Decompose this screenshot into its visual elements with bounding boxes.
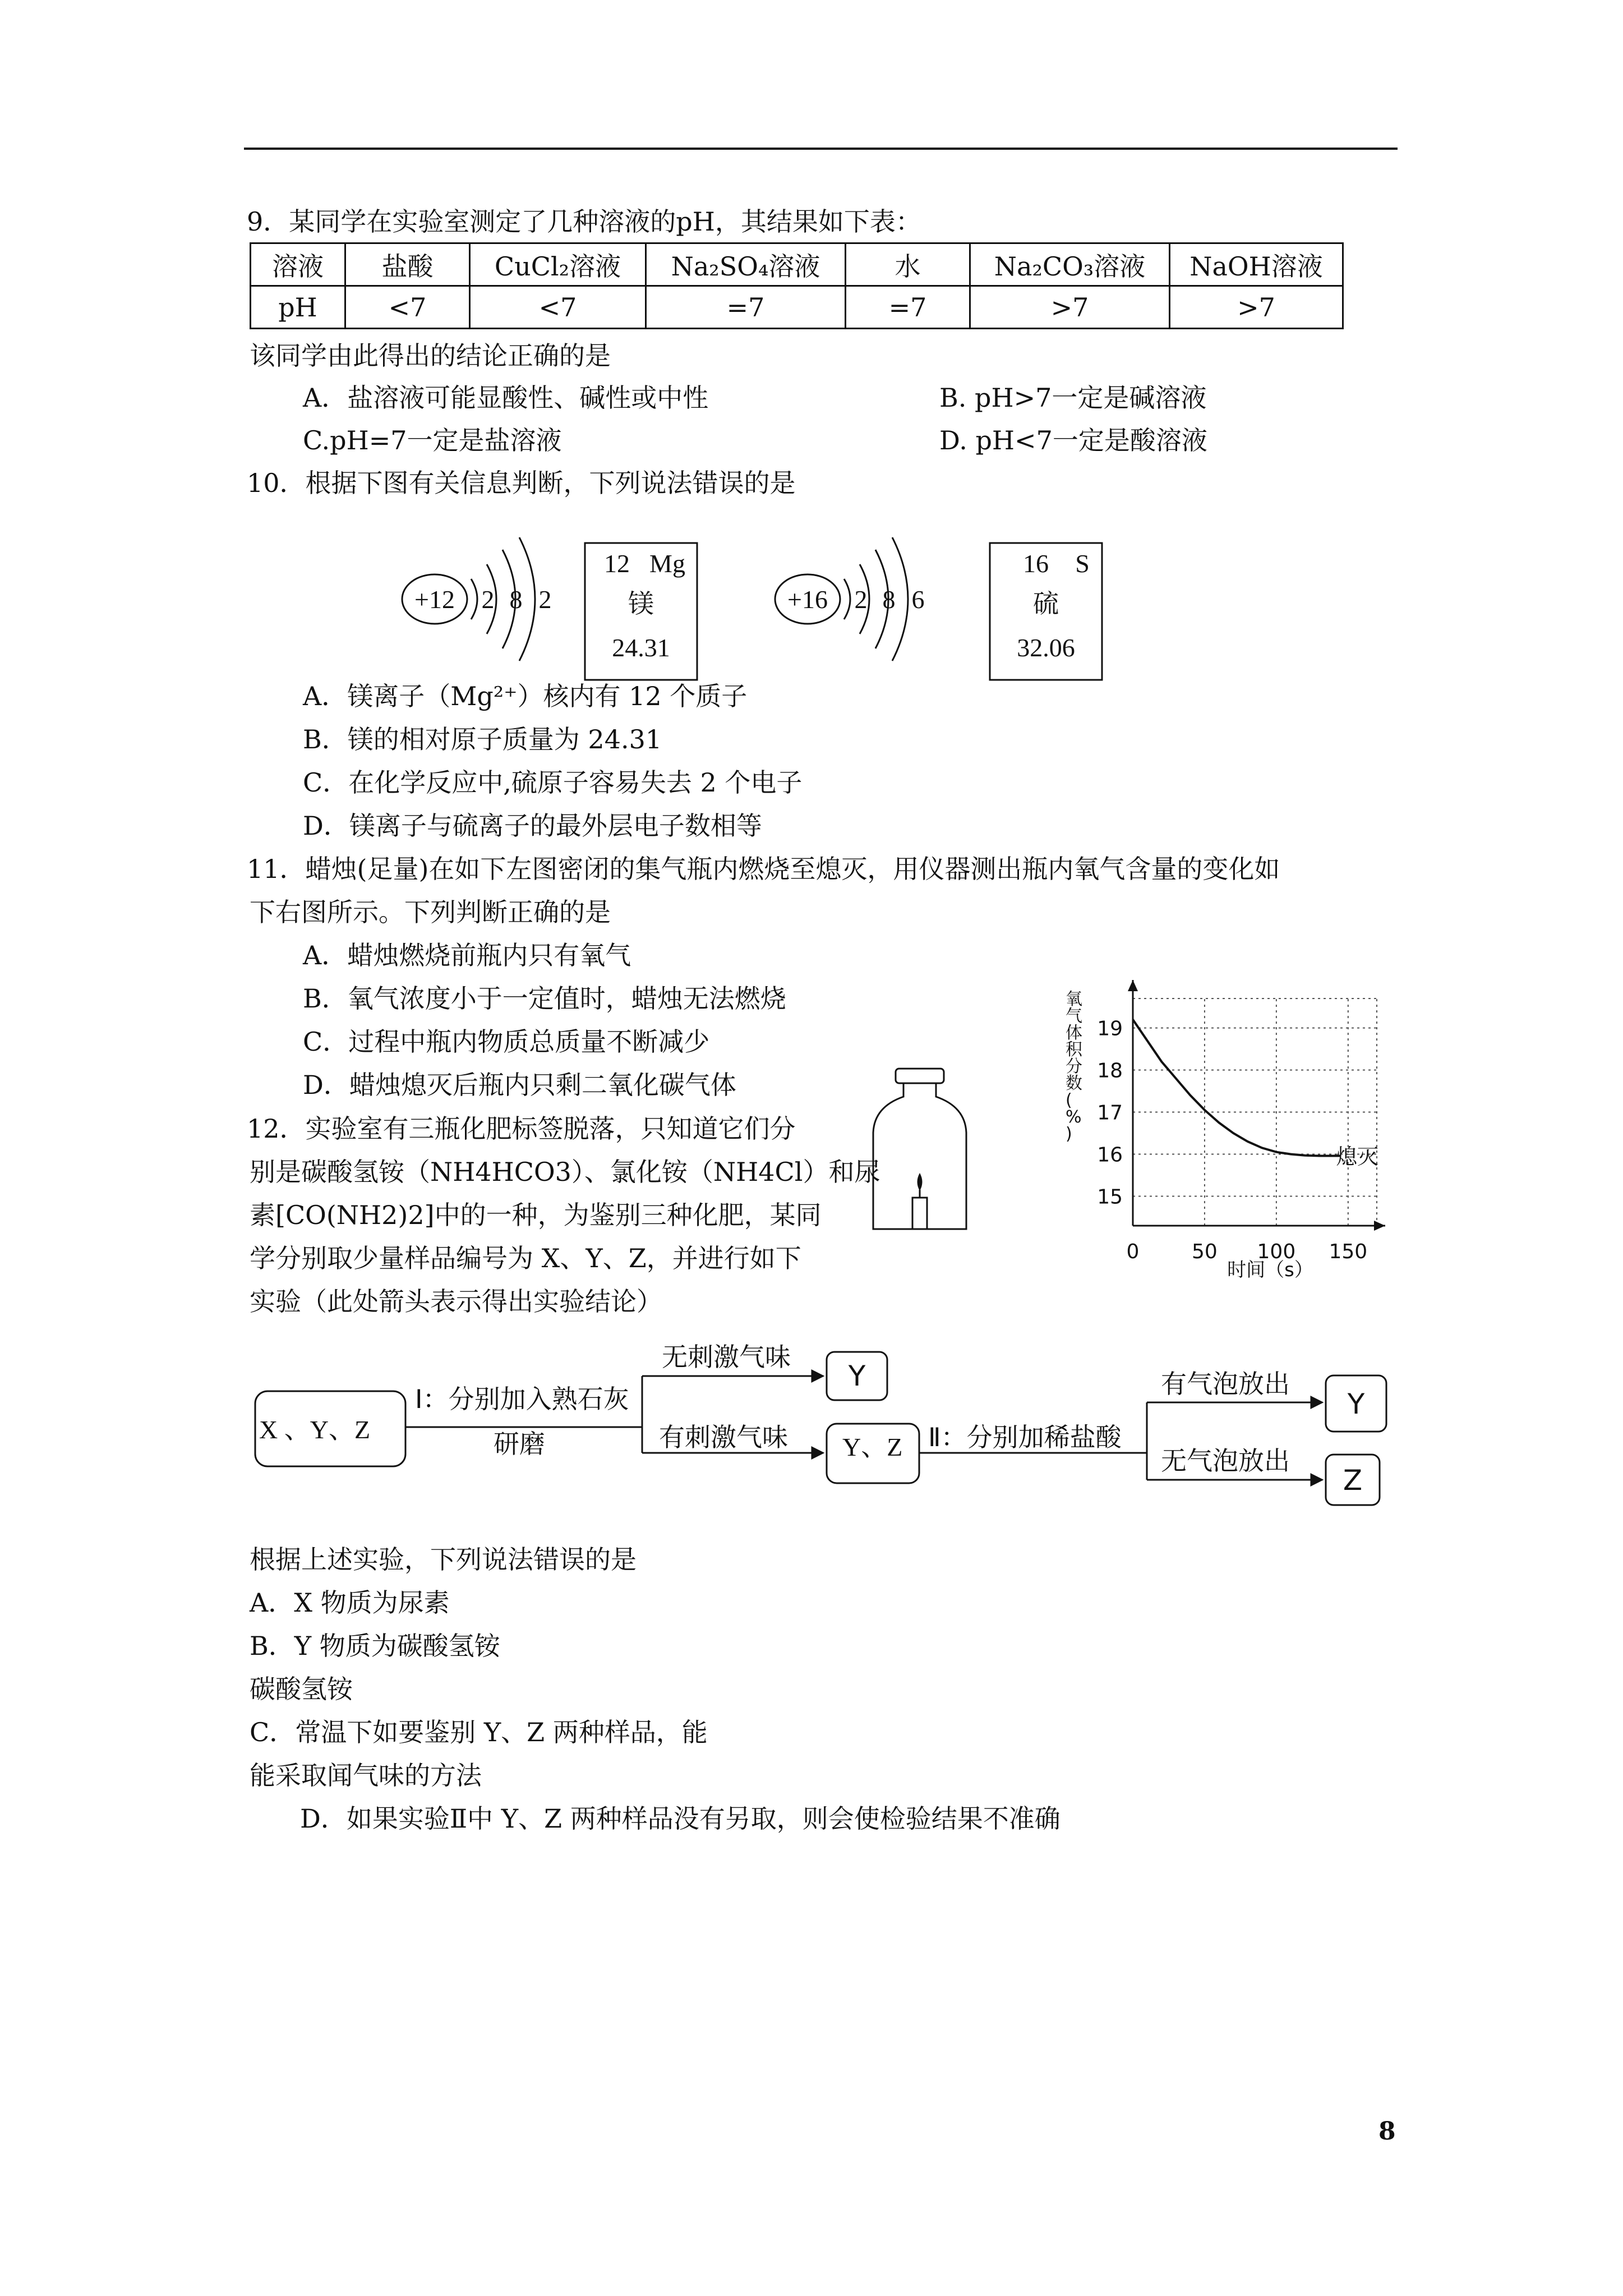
s-atomic-number: 16 [1023, 549, 1049, 578]
x-axis-label: 时间（s） [1227, 1259, 1313, 1281]
s-atomic-mass: 32.06 [1017, 633, 1075, 662]
x-tick-label: 100 [1257, 1240, 1296, 1263]
q11-stem-line2: 下右图所示。下列判断正确的是 [250, 897, 611, 927]
s-nucleus-charge: +16 [787, 585, 828, 614]
x-tick-label: 0 [1126, 1240, 1140, 1263]
s-symbol: S [1075, 549, 1090, 578]
q11-option-a: A．蜡烛燃烧前瓶内只有氧气 [303, 940, 631, 970]
row-header-ph: pH [251, 286, 345, 329]
q12-line: 12．实验室有三瓶化肥标签脱落，只知道它们分 [247, 1114, 796, 1144]
y-axis-label: 氧气体积分数( % ) [1066, 990, 1082, 1144]
q12-option-line: B．Y 物质为碳酸氢铵 [250, 1631, 500, 1661]
q12-line: 学分别取少量样品编号为 X、Y、Z，并进行如下 [250, 1243, 801, 1273]
q12-option-line: 能采取闻气味的方法 [250, 1760, 482, 1791]
bottle-stopper [896, 1069, 944, 1083]
header-rule [244, 148, 1398, 150]
oxygen-chart [1049, 973, 1396, 1287]
q12-question: 根据上述实验，下列说法错误的是 [250, 1544, 637, 1575]
mg-symbol: Mg [649, 549, 685, 578]
table-cell: CuCl₂溶液 [470, 243, 646, 286]
table-row-solution [251, 243, 1343, 286]
mg-shell-arc-1 [471, 579, 477, 619]
x-axis-arrow-icon [1374, 1221, 1385, 1231]
branch2-top-label: 有气泡放出 [1161, 1370, 1290, 1398]
gas-bottle-candle-figure [866, 1063, 973, 1237]
q9-option-a: A．盐溶液可能显酸性、碱性或中性 [303, 383, 709, 413]
extinguish-annotation: 熄灭 [1336, 1144, 1379, 1169]
table-row-ph [251, 286, 1343, 329]
result-y-label: Y [848, 1360, 866, 1392]
y-tick-label: 17 [1097, 1101, 1123, 1125]
table-cell: <7 [470, 286, 646, 329]
step1-sublabel: 研磨 [494, 1430, 545, 1458]
table-cell: >7 [1170, 286, 1343, 329]
mg-shell-count: 2 [538, 585, 552, 614]
q10-stem: 10．根据下图有关信息判断，下列说法错误的是 [247, 468, 796, 498]
row-header-solution: 溶液 [251, 243, 345, 286]
start-label: X 、Y、Z [259, 1415, 371, 1444]
mg-atomic-number: 12 [604, 549, 630, 578]
q11-option-c: C．过程中瓶内物质总质量不断减少 [303, 1027, 710, 1057]
table-cell: Na₂CO₃溶液 [970, 243, 1170, 286]
q12-option-line: A．X 物质为尿素 [250, 1588, 450, 1618]
q9-option-b: B. pH>7一定是碱溶液 [939, 383, 1207, 413]
table-cell: NaOH溶液 [1170, 243, 1343, 286]
mg-atomic-mass: 24.31 [612, 633, 670, 662]
x-tick-label: 150 [1329, 1240, 1368, 1263]
y-tick-label: 19 [1097, 1017, 1123, 1041]
q11-option-b: B．氧气浓度小于一定值时，蜡烛无法燃烧 [303, 983, 786, 1014]
branch1-top-label: 无刺激气味 [662, 1343, 791, 1372]
candle-body [912, 1198, 927, 1229]
s-shell-count: 6 [911, 585, 925, 614]
q12-option-line: C．常温下如要鉴别 Y、Z 两种样品，能 [250, 1717, 708, 1747]
q9-option-c: C.pH=7一定是盐溶液 [303, 425, 562, 455]
y-tick-label: 18 [1097, 1059, 1123, 1083]
result-z-label: Z [1343, 1464, 1363, 1497]
table-cell: =7 [646, 286, 846, 329]
result-yz-label: Y、Z [842, 1433, 903, 1461]
q12-option-line: D．如果实验Ⅱ中 Y、Z 两种样品没有另取，则会使检验结果不准确 [300, 1803, 1061, 1834]
table-cell: Na₂SO₄溶液 [646, 243, 846, 286]
q12-line: 实验（此处箭头表示得出实验结论） [250, 1286, 662, 1317]
step1-label: Ⅰ：分别加入熟石灰 [415, 1385, 629, 1414]
q9-question: 该同学由此得出的结论正确的是 [250, 341, 611, 371]
bottle-outline [873, 1083, 966, 1229]
step2-label: Ⅱ：分别加稀盐酸 [928, 1423, 1122, 1452]
s-name: 硫 [1033, 590, 1059, 618]
page-number: 8 [1378, 2117, 1396, 2146]
atom-structure-figure [387, 516, 1172, 684]
table-cell: 水 [846, 243, 970, 286]
q11-option-d: D．蜡烛熄灭后瓶内只剩二氧化碳气体 [303, 1070, 736, 1100]
x-tick-label: 50 [1192, 1240, 1218, 1263]
y-axis-arrow-icon [1128, 980, 1138, 991]
branch1-bottom-label: 有刺激气味 [659, 1423, 788, 1452]
q10-option-d: D．镁离子与硫离子的最外层电子数相等 [303, 811, 762, 841]
q12-line: 别是碳酸氢铵（NH4HCO3）、氯化铵（NH4Cl）和尿 [250, 1157, 880, 1187]
candle-flame-icon [917, 1173, 923, 1191]
ph-table [250, 242, 1344, 329]
q12-option-line: 碳酸氢铵 [250, 1674, 353, 1704]
mg-shell-count: 2 [481, 585, 495, 614]
q10-option-a: A．镁离子（Mg²⁺）核内有 12 个质子 [303, 681, 748, 711]
q10-option-b: B．镁的相对原子质量为 24.31 [303, 724, 662, 754]
y-tick-label: 15 [1097, 1185, 1123, 1209]
mg-name: 镁 [628, 590, 654, 618]
mg-nucleus-charge: +12 [414, 585, 455, 614]
result-y-label: Y [1347, 1388, 1365, 1420]
q9-option-d: D. pH<7一定是酸溶液 [939, 425, 1207, 455]
mg-shell-count: 8 [509, 585, 523, 614]
chart-grid [1133, 999, 1377, 1226]
q10-option-c: C．在化学反应中,硫原子容易失去 2 个电子 [303, 767, 803, 798]
s-shell-count: 2 [854, 585, 868, 614]
q11-stem-line1: 11．蜡烛(足量)在如下左图密闭的集气瓶内燃烧至熄灭，用仪器测出瓶内氧气含量的变化如 [247, 854, 1280, 884]
series-line [1133, 1020, 1341, 1156]
s-shell-arc-1 [844, 579, 850, 619]
q9-stem: 9．某同学在实验室测定了几种溶液的pH，其结果如下表： [247, 206, 921, 237]
table-cell: <7 [345, 286, 470, 329]
table-cell: =7 [846, 286, 970, 329]
s-shell-count: 8 [882, 585, 896, 614]
table-cell: 盐酸 [345, 243, 470, 286]
table-cell: >7 [970, 286, 1170, 329]
q12-line: 素[CO(NH2)2]中的一种，为鉴别三种化肥，某同 [250, 1200, 822, 1230]
flow-diagram [247, 1335, 1402, 1520]
y-tick-label: 16 [1097, 1143, 1123, 1167]
branch2-bottom-label: 无气泡放出 [1161, 1447, 1290, 1475]
